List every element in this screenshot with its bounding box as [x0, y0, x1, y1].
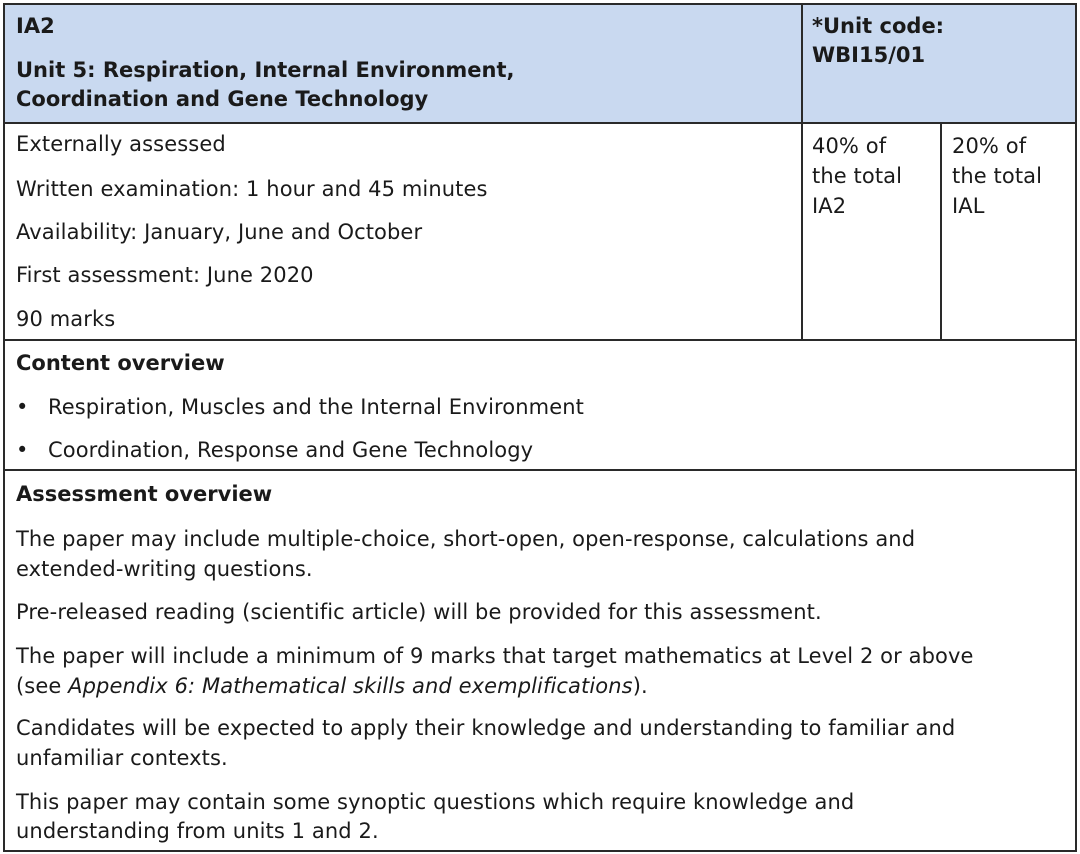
- appendix-prefix: (see: [16, 674, 69, 698]
- row-divider: [5, 122, 1075, 124]
- appendix-suffix: ).: [632, 674, 648, 698]
- assessment-paragraph: understanding from units 1 and 2.: [16, 819, 379, 843]
- appendix-reference: Appendix 6: Mathematical skills and exemplifications: [68, 674, 633, 698]
- detail-item: 90 marks: [16, 307, 116, 331]
- detail-item: Availability: January, June and October: [16, 220, 423, 244]
- weight-ial-line: IAL: [952, 194, 985, 218]
- content-overview-heading: Content overview: [16, 351, 225, 375]
- assessment-overview-heading: Assessment overview: [16, 482, 273, 506]
- assessment-paragraph: Candidates will be expected to apply their knowledge and understanding to familiar and: [16, 716, 956, 740]
- weight-ia2-line: the total: [812, 164, 903, 188]
- assessment-paragraph: unfamiliar contexts.: [16, 746, 228, 770]
- weight-ial-line: 20% of: [952, 134, 1027, 158]
- assessment-paragraph: The paper will include a minimum of 9 marks that target mathematics at Level 2 or above: [16, 644, 974, 668]
- column-divider: [940, 122, 942, 341]
- bullet-icon: •: [16, 438, 29, 462]
- bullet-icon: •: [16, 395, 29, 419]
- weight-ia2-line: 40% of: [812, 134, 887, 158]
- specification-table: [3, 3, 1077, 852]
- unit-code-label: *Unit code:: [812, 14, 945, 38]
- row-divider: [5, 339, 1075, 341]
- assessment-paragraph: [16, 672, 648, 701]
- unit-title-line1: Unit 5: Respiration, Internal Environment,: [16, 58, 515, 82]
- weight-ia2-line: IA2: [812, 194, 847, 218]
- row-divider: [5, 469, 1075, 471]
- assessment-paragraph: This paper may contain some synoptic questions which require knowledge and: [16, 790, 855, 814]
- unit-title-line2: Coordination and Gene Technology: [16, 87, 429, 111]
- unit-code-value: WBI15/01: [812, 43, 926, 67]
- detail-item: Externally assessed: [16, 132, 226, 156]
- assessment-paragraph: extended-writing questions.: [16, 557, 313, 581]
- qualification-label: IA2: [16, 14, 55, 38]
- assessment-paragraph: Pre-released reading (scientific article) will be provided for this assessment.: [16, 600, 822, 624]
- content-bullet-item: Respiration, Muscles and the Internal Environment: [48, 395, 584, 419]
- detail-item: Written examination: 1 hour and 45 minutes: [16, 177, 488, 201]
- assessment-paragraph: The paper may include multiple-choice, short-open, open-response, calculations and: [16, 527, 916, 551]
- weight-ial-line: the total: [952, 164, 1043, 188]
- detail-item: First assessment: June 2020: [16, 263, 314, 287]
- column-divider: [801, 5, 803, 341]
- content-bullet-item: Coordination, Response and Gene Technology: [48, 438, 534, 462]
